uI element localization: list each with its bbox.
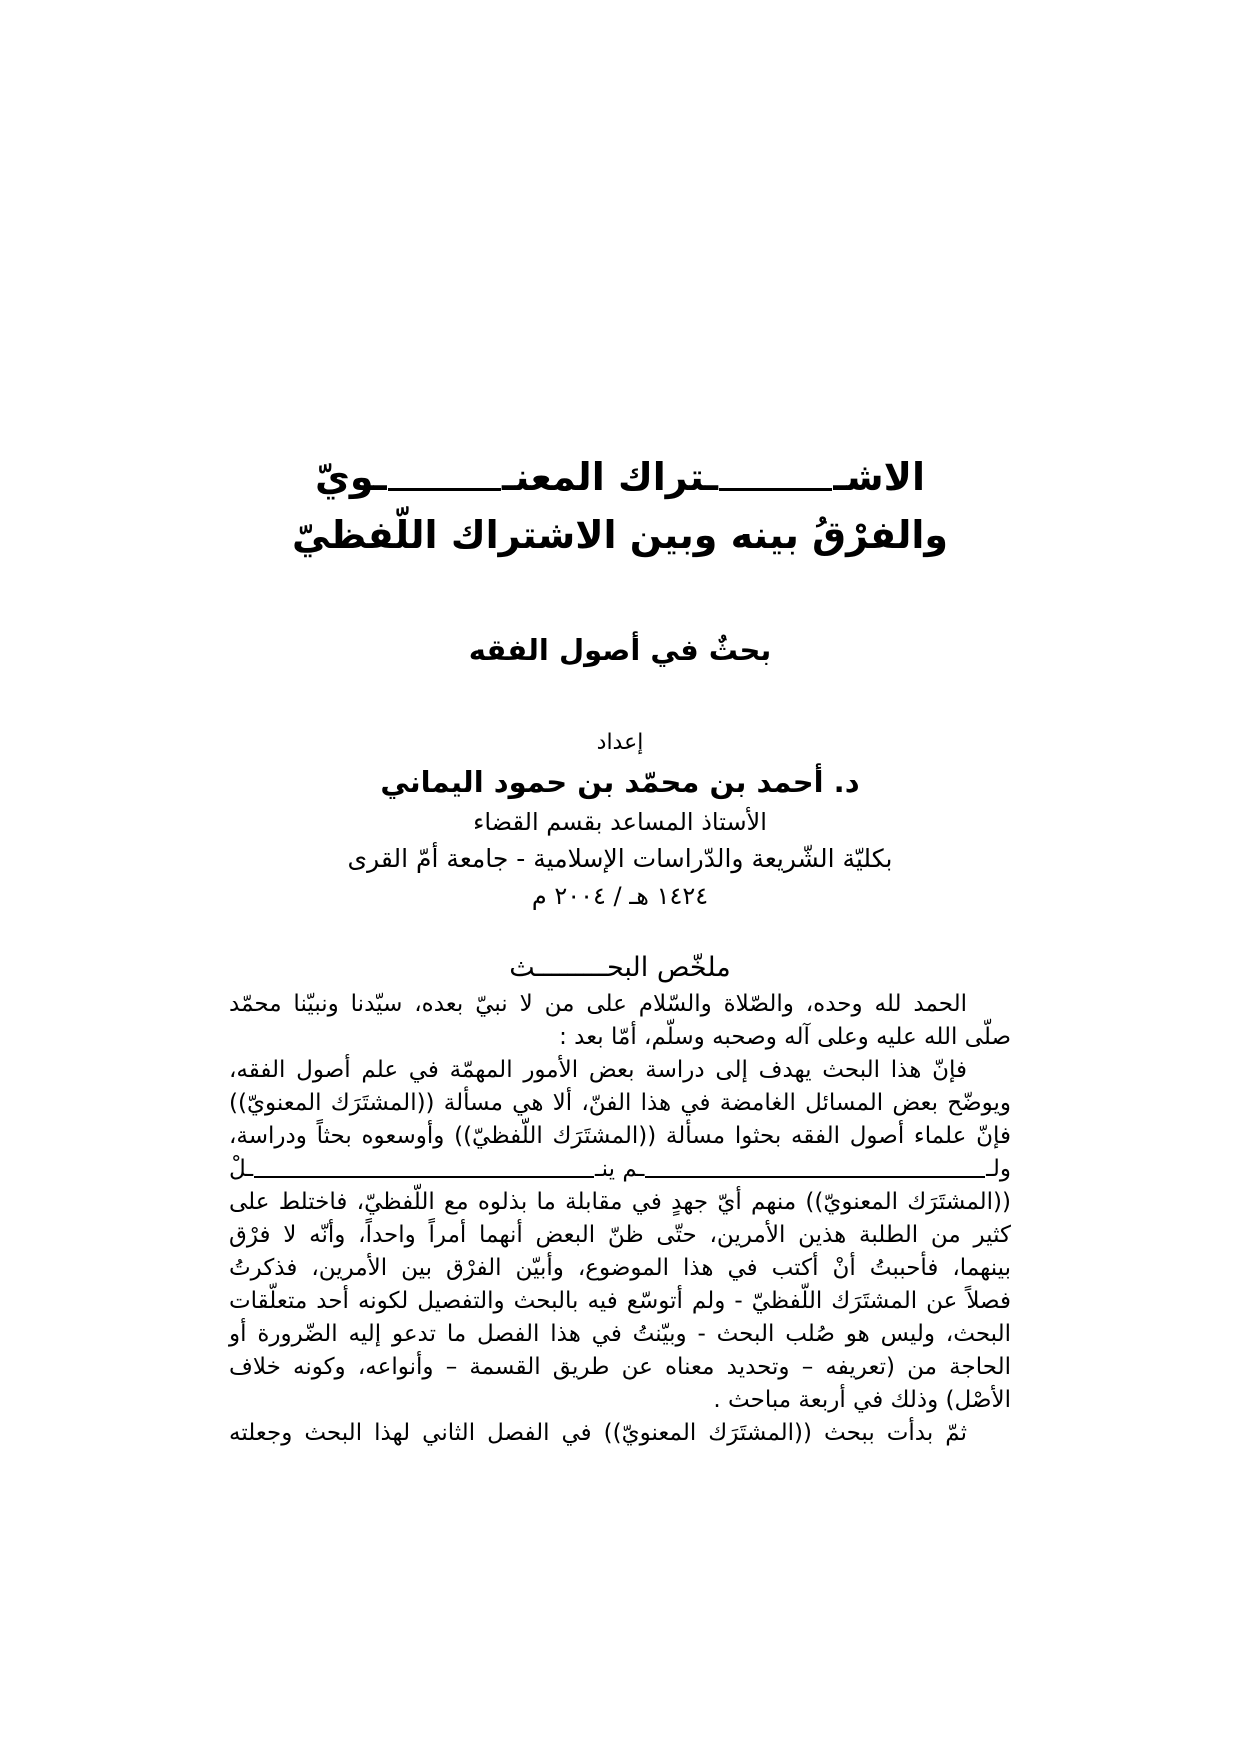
abstract-body <box>229 988 1011 1450</box>
kashida-stretch <box>387 448 502 506</box>
main-title-line1 <box>315 448 925 506</box>
subtitle: بحثٌ في أصول الفقه <box>468 633 772 667</box>
author-name: د. أحمد بن محمّد بن حمود اليماني <box>380 765 860 799</box>
abstract-heading: ملخّص البحـــــــــث <box>509 952 731 983</box>
title-segment: ـويّ <box>315 455 387 499</box>
body-line-stretched <box>229 1153 1011 1186</box>
body-line: البحث، وليس هو صُلب البحث - وبيّنتُ في هذا الفصل ما تدعو إليه الضّرورة أو <box>229 1321 1011 1347</box>
body-line: فصلاً عن المشتَرَك اللّفظيّ - ولم أتوسّع فيه بالبحث والتفصيل لكونه أحد متعلّقات <box>229 1288 1011 1314</box>
body-line: الأصْل) وذلك في أربعة مباحث . <box>713 1387 1011 1413</box>
prepared-by-label: إعداد <box>596 730 644 755</box>
body-line: الحاجة من (تعريفه – وتحديد معناه عن طريق القسمة – وأنواعه، وكونه خلاف <box>229 1354 1011 1380</box>
body-line: ثمّ بدأت ببحث ((المشتَرَك المعنويّ)) في الفصل الثاني لهذا البحث وجعلته <box>229 1420 967 1446</box>
body-line: فإنّ علماء أصول الفقه بحثوا مسألة ((المشتَرَك اللّفظيّ)) وأوسعوه بحثاً ودراسة، <box>229 1123 1011 1149</box>
page-content <box>229 0 1011 1450</box>
body-line: الحمد لله وحده، والصّلاة والسّلام على من لا نبيّ بعده، سيّدنا ونبيّنا محمّد <box>229 991 967 1017</box>
title-segment: ـتراك المعنـ <box>502 455 718 499</box>
stretch-segment: ـم ينـ <box>594 1156 645 1182</box>
body-line: فإنّ هذا البحث يهدف إلى دراسة بعض الأمور المهمّة في علم أصول الفقه، <box>229 1057 967 1083</box>
kashida-stretch <box>253 1153 595 1186</box>
body-line: ويوضّح بعض المسائل الغامضة في هذا الفنّ، ألا هي مسألة ((المشتَرَك المعنويّ)) <box>229 1090 1011 1116</box>
body-line: بينهما، فأحببتُ أنْ أكتب في هذا الموضوع، وأبيّن الفرْق بين الأمرين، فذكرتُ <box>229 1255 1011 1281</box>
kashida-stretch <box>718 448 833 506</box>
body-line: ((المشتَرَك المعنويّ)) منهم أيّ جهدٍ في مقابلة ما بذلوه مع اللّفظيّ، فاختلط على <box>229 1189 1011 1215</box>
main-title-line2: والفرْقُ بينه وبين الاشتراك اللّفظيّ <box>291 513 949 557</box>
kashida-stretch <box>644 1153 986 1186</box>
author-position: الأستاذ المساعد بقسم القضاء <box>473 808 767 836</box>
author-affiliation: بكليّة الشّريعة والدّراسات الإسلامية - جامعة أمّ القرى <box>347 844 893 873</box>
publication-date: ١٤٢٤ هـ / ٢٠٠٤ م <box>531 882 709 910</box>
stretch-segment: ولـ <box>986 1156 1011 1182</box>
body-line: صلّى الله عليه وعلى آله وصحبه وسلّم، أمّا بعد : <box>559 1024 1011 1050</box>
stretch-segment: ـلْ <box>229 1156 254 1182</box>
title-segment: الاشـ <box>833 455 925 499</box>
body-line: كثير من الطلبة هذين الأمرين، حتّى ظنّ البعض أنهما أمراً واحداً، وأنّه لا فرْق <box>229 1222 1011 1248</box>
